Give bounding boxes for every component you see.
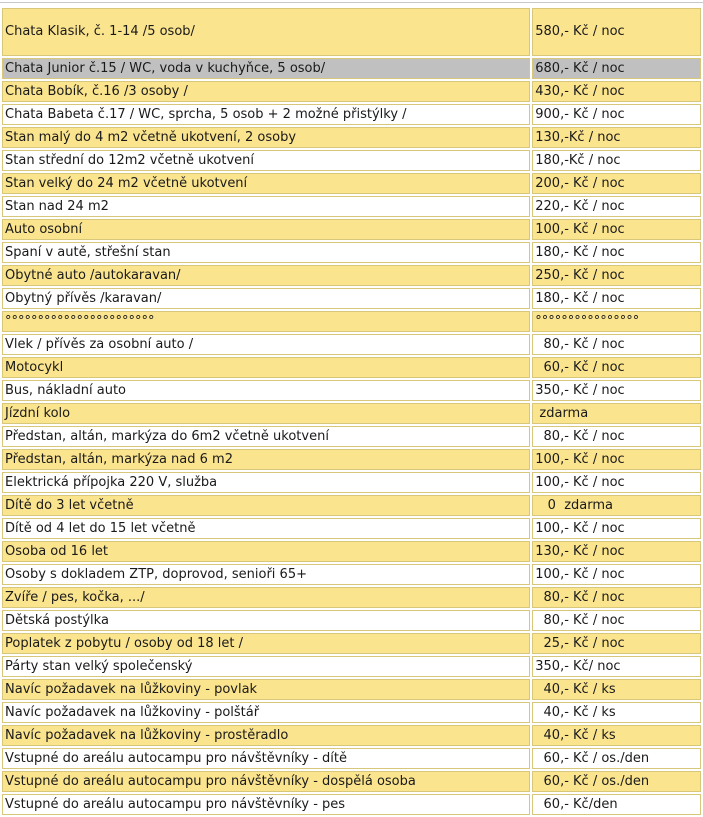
table-row (2, 541, 701, 562)
item-price: 40,- Kč / ks (532, 702, 701, 723)
item-price: 0 zdarma (532, 495, 701, 516)
table-row (2, 334, 701, 355)
table-row (2, 449, 701, 470)
item-price: 180,- Kč / noc (532, 242, 701, 263)
table-row (2, 8, 701, 56)
table-row (2, 311, 701, 332)
item-price: 60,- Kč / noc (532, 357, 701, 378)
item-name: Chata Babeta č.17 / WC, sprcha, 5 osob + 2 možné přistýlky / (2, 104, 530, 125)
item-name: Předstan, altán, markýza nad 6 m2 (2, 449, 530, 470)
price-table (0, 6, 703, 817)
item-price: 250,- Kč / noc (532, 265, 701, 286)
item-price: 100,- Kč / noc (532, 472, 701, 493)
table-row (2, 610, 701, 631)
table-row (2, 288, 701, 309)
item-price: 40,- Kč / ks (532, 725, 701, 746)
item-name: Auto osobní (2, 219, 530, 240)
table-row (2, 265, 701, 286)
price-table-body (2, 8, 701, 815)
table-row (2, 771, 701, 792)
item-name: Obytné auto /autokaravan/ (2, 265, 530, 286)
table-row (2, 242, 701, 263)
table-row (2, 472, 701, 493)
table-row (2, 633, 701, 654)
item-price: 200,- Kč / noc (532, 173, 701, 194)
item-name: Vlek / přívěs za osobní auto / (2, 334, 530, 355)
item-name: Motocykl (2, 357, 530, 378)
item-price: 100,- Kč / noc (532, 219, 701, 240)
item-name: Dítě od 4 let do 15 let včetně (2, 518, 530, 539)
item-price: 350,- Kč/ noc (532, 656, 701, 677)
table-row (2, 380, 701, 401)
item-name: Dětská postýlka (2, 610, 530, 631)
table-row (2, 58, 701, 79)
item-name: Jízdní kolo (2, 403, 530, 424)
table-row (2, 403, 701, 424)
item-name: Navíc požadavek na lůžkoviny - prostěradlo (2, 725, 530, 746)
table-row (2, 518, 701, 539)
table-row (2, 794, 701, 815)
item-price: 220,- Kč / noc (532, 196, 701, 217)
item-name: Poplatek z pobytu / osoby od 18 let / (2, 633, 530, 654)
table-row (2, 127, 701, 148)
table-row (2, 196, 701, 217)
item-name: Chata Bobík, č.16 /3 osoby / (2, 81, 530, 102)
table-row (2, 357, 701, 378)
item-name: Vstupné do areálu autocampu pro návštěvníky - pes (2, 794, 530, 815)
item-price: 900,- Kč / noc (532, 104, 701, 125)
item-name: Chata Klasik, č. 1-14 /5 osob/ (2, 8, 530, 56)
item-name: Spaní v autě, střešní stan (2, 242, 530, 263)
item-price: °°°°°°°°°°°°°°°° (532, 311, 701, 332)
item-price: 60,- Kč/den (532, 794, 701, 815)
item-name: Bus, nákladní auto (2, 380, 530, 401)
item-price: zdarma (532, 403, 701, 424)
item-price: 580,- Kč / noc (532, 8, 701, 56)
table-row (2, 725, 701, 746)
table-row (2, 495, 701, 516)
table-row (2, 173, 701, 194)
item-name: Chata Junior č.15 / WC, voda v kuchyňce, 5 osob/ (2, 58, 530, 79)
item-name: Stan střední do 12m2 včetně ukotvení (2, 150, 530, 171)
item-price: 350,- Kč / noc (532, 380, 701, 401)
item-price: 80,- Kč / noc (532, 426, 701, 447)
item-name: Elektrická přípojka 220 V, služba (2, 472, 530, 493)
item-name: Osoby s dokladem ZTP, doprovod, senioři 65+ (2, 564, 530, 585)
item-price: 130,-Kč / noc (532, 127, 701, 148)
item-name: Stan nad 24 m2 (2, 196, 530, 217)
item-name: Zvíře / pes, kočka, .../ (2, 587, 530, 608)
item-name: °°°°°°°°°°°°°°°°°°°°°°° (2, 311, 530, 332)
item-price: 100,- Kč / noc (532, 564, 701, 585)
item-name: Navíc požadavek na lůžkoviny - polštář (2, 702, 530, 723)
table-row (2, 150, 701, 171)
item-price: 430,- Kč / noc (532, 81, 701, 102)
item-name: Párty stan velký společenský (2, 656, 530, 677)
item-name: Stan malý do 4 m2 včetně ukotvení, 2 osoby (2, 127, 530, 148)
top-divider (0, 2, 703, 3)
table-row (2, 426, 701, 447)
item-name: Osoba od 16 let (2, 541, 530, 562)
item-price: 80,- Kč / noc (532, 334, 701, 355)
item-name: Stan velký do 24 m2 včetně ukotvení (2, 173, 530, 194)
item-price: 100,- Kč / noc (532, 518, 701, 539)
table-row (2, 702, 701, 723)
table-row (2, 81, 701, 102)
item-name: Navíc požadavek na lůžkoviny - povlak (2, 679, 530, 700)
item-price: 100,- Kč / noc (532, 449, 701, 470)
item-price: 680,- Kč / noc (532, 58, 701, 79)
item-price: 60,- Kč / os./den (532, 748, 701, 769)
item-price: 80,- Kč / noc (532, 587, 701, 608)
item-name: Dítě do 3 let včetně (2, 495, 530, 516)
item-name: Obytný přívěs /karavan/ (2, 288, 530, 309)
item-name: Vstupné do areálu autocampu pro návštěvníky - dítě (2, 748, 530, 769)
table-row (2, 104, 701, 125)
table-row (2, 656, 701, 677)
table-row (2, 679, 701, 700)
item-price: 180,- Kč / noc (532, 288, 701, 309)
item-price: 180,-Kč / noc (532, 150, 701, 171)
item-price: 130,- Kč / noc (532, 541, 701, 562)
table-row (2, 564, 701, 585)
item-price: 25,- Kč / noc (532, 633, 701, 654)
item-price: 60,- Kč / os./den (532, 771, 701, 792)
table-row (2, 587, 701, 608)
table-row (2, 748, 701, 769)
item-price: 80,- Kč / noc (532, 610, 701, 631)
item-name: Vstupné do areálu autocampu pro návštěvníky - dospělá osoba (2, 771, 530, 792)
item-price: 40,- Kč / ks (532, 679, 701, 700)
table-row (2, 219, 701, 240)
item-name: Předstan, altán, markýza do 6m2 včetně ukotvení (2, 426, 530, 447)
